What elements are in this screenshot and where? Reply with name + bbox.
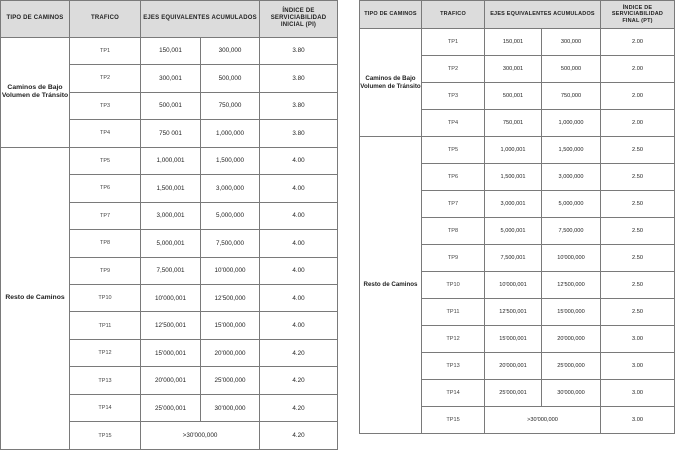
- ejes-desde-cell: 750,001: [485, 110, 542, 137]
- ejes-hasta-cell: 5,000,000: [542, 191, 601, 218]
- indice-cell: 4.20: [260, 367, 338, 394]
- group-cell-bajo-volumen: Caminos de Bajo Volumen de Tránsito: [360, 29, 422, 137]
- ejes-hasta-cell: 300,000: [542, 29, 601, 56]
- ejes-merged-cell: >30'000,000: [485, 407, 601, 434]
- indice-cell: 2.50: [601, 272, 675, 299]
- ejes-hasta-cell: 1,000,000: [542, 110, 601, 137]
- indice-cell: 2.50: [601, 191, 675, 218]
- ejes-desde-cell: 300,001: [141, 65, 201, 92]
- trafico-cell: TP10: [422, 272, 485, 299]
- trafico-cell: TP8: [70, 230, 141, 257]
- ejes-desde-cell: 20'000,001: [141, 367, 201, 394]
- indice-cell: 3.80: [260, 92, 338, 119]
- table-row: [360, 29, 675, 56]
- trafico-cell: TP1: [70, 37, 141, 64]
- trafico-cell: TP7: [70, 202, 141, 229]
- ejes-merged-cell: >30'000,000: [141, 422, 260, 450]
- ejes-hasta-cell: 12'500,000: [201, 285, 260, 312]
- trafico-cell: TP7: [422, 191, 485, 218]
- ejes-hasta-cell: 1,500,000: [201, 147, 260, 174]
- trafico-cell: TP11: [70, 312, 141, 339]
- indice-cell: 3.00: [601, 407, 675, 434]
- serviceability-final-table: [359, 0, 675, 434]
- indice-cell: 3.80: [260, 120, 338, 147]
- header-trafico: TRAFICO: [422, 1, 485, 29]
- ejes-desde-cell: 1,500,001: [485, 164, 542, 191]
- ejes-desde-cell: 150,001: [141, 37, 201, 64]
- indice-cell: 4.20: [260, 394, 338, 421]
- trafico-cell: TP4: [422, 110, 485, 137]
- header-trafico: TRAFICO: [70, 1, 141, 38]
- trafico-cell: TP9: [70, 257, 141, 284]
- indice-cell: 4.00: [260, 202, 338, 229]
- header-indice: ÍNDICE DE SERVICIABILIDAD INICIAL (PI): [260, 1, 338, 38]
- ejes-hasta-cell: 750,000: [201, 92, 260, 119]
- trafico-cell: TP15: [422, 407, 485, 434]
- header-tipo: TIPO DE CAMINOS: [1, 1, 70, 38]
- indice-cell: 2.00: [601, 29, 675, 56]
- indice-cell: 4.00: [260, 230, 338, 257]
- table-body: [360, 1, 675, 434]
- trafico-cell: TP1: [422, 29, 485, 56]
- ejes-hasta-cell: 25'000,000: [542, 353, 601, 380]
- ejes-desde-cell: 15'000,001: [141, 339, 201, 366]
- ejes-desde-cell: 15'000,001: [485, 326, 542, 353]
- ejes-hasta-cell: 500,000: [201, 65, 260, 92]
- ejes-hasta-cell: 7,500,000: [542, 218, 601, 245]
- indice-cell: 3.80: [260, 65, 338, 92]
- ejes-desde-cell: 10'000,001: [485, 272, 542, 299]
- trafico-cell: TP15: [70, 422, 141, 450]
- ejes-desde-cell: 5,000,001: [485, 218, 542, 245]
- indice-cell: 4.20: [260, 422, 338, 450]
- trafico-cell: TP2: [70, 65, 141, 92]
- trafico-cell: TP12: [70, 339, 141, 366]
- ejes-desde-cell: 7,500,001: [141, 257, 201, 284]
- ejes-desde-cell: 25'000,001: [485, 380, 542, 407]
- ejes-hasta-cell: 500,000: [542, 56, 601, 83]
- trafico-cell: TP13: [70, 367, 141, 394]
- indice-cell: 4.00: [260, 285, 338, 312]
- ejes-desde-cell: 25'000,001: [141, 394, 201, 421]
- indice-cell: 2.50: [601, 245, 675, 272]
- indice-cell: 3.00: [601, 380, 675, 407]
- indice-cell: 2.00: [601, 56, 675, 83]
- ejes-hasta-cell: 10'000,000: [201, 257, 260, 284]
- ejes-hasta-cell: 15'000,000: [201, 312, 260, 339]
- indice-cell: 4.00: [260, 257, 338, 284]
- trafico-cell: TP5: [70, 147, 141, 174]
- ejes-desde-cell: 12'500,001: [141, 312, 201, 339]
- table-row: [360, 137, 675, 164]
- ejes-desde-cell: 1,000,001: [485, 137, 542, 164]
- ejes-desde-cell: 1,000,001: [141, 147, 201, 174]
- serviceability-initial-table: [0, 0, 338, 450]
- ejes-hasta-cell: 15'000,000: [542, 299, 601, 326]
- ejes-desde-cell: 500,001: [141, 92, 201, 119]
- ejes-desde-cell: 750 001: [141, 120, 201, 147]
- indice-cell: 4.00: [260, 312, 338, 339]
- group-cell-resto: Resto de Caminos: [1, 147, 70, 449]
- ejes-hasta-cell: 10'000,000: [542, 245, 601, 272]
- trafico-cell: TP14: [422, 380, 485, 407]
- ejes-desde-cell: 300,001: [485, 56, 542, 83]
- indice-cell: 2.00: [601, 83, 675, 110]
- ejes-desde-cell: 150,001: [485, 29, 542, 56]
- indice-cell: 3.00: [601, 326, 675, 353]
- ejes-desde-cell: 3,000,001: [141, 202, 201, 229]
- header-row: [360, 1, 675, 29]
- table-row: [1, 37, 338, 64]
- table-body: [1, 1, 338, 450]
- header-ejes: EJES EQUIVALENTES ACUMULADOS: [485, 1, 601, 29]
- trafico-cell: TP3: [70, 92, 141, 119]
- ejes-hasta-cell: 5,000,000: [201, 202, 260, 229]
- ejes-hasta-cell: 20'000,000: [201, 339, 260, 366]
- indice-cell: 4.00: [260, 147, 338, 174]
- trafico-cell: TP8: [422, 218, 485, 245]
- ejes-hasta-cell: 3,000,000: [201, 175, 260, 202]
- trafico-cell: TP9: [422, 245, 485, 272]
- header-tipo: TIPO DE CAMINOS: [360, 1, 422, 29]
- ejes-hasta-cell: 750,000: [542, 83, 601, 110]
- trafico-cell: TP11: [422, 299, 485, 326]
- ejes-desde-cell: 5,000,001: [141, 230, 201, 257]
- trafico-cell: TP10: [70, 285, 141, 312]
- indice-cell: 2.00: [601, 110, 675, 137]
- header-ejes: EJES EQUIVALENTES ACUMULADOS: [141, 1, 260, 38]
- ejes-desde-cell: 7,500,001: [485, 245, 542, 272]
- ejes-desde-cell: 20'000,001: [485, 353, 542, 380]
- ejes-desde-cell: 12'500,001: [485, 299, 542, 326]
- indice-cell: 2.50: [601, 218, 675, 245]
- trafico-cell: TP14: [70, 394, 141, 421]
- ejes-desde-cell: 500,001: [485, 83, 542, 110]
- trafico-cell: TP6: [70, 175, 141, 202]
- ejes-hasta-cell: 3,000,000: [542, 164, 601, 191]
- ejes-hasta-cell: 12'500,000: [542, 272, 601, 299]
- group-cell-resto: Resto de Caminos: [360, 137, 422, 434]
- group-cell-bajo-volumen: Caminos de Bajo Volumen de Tránsito: [1, 37, 70, 147]
- trafico-cell: TP3: [422, 83, 485, 110]
- ejes-hasta-cell: 300,000: [201, 37, 260, 64]
- ejes-desde-cell: 10'000,001: [141, 285, 201, 312]
- ejes-hasta-cell: 25'000,000: [201, 367, 260, 394]
- ejes-hasta-cell: 1,000,000: [201, 120, 260, 147]
- indice-cell: 2.50: [601, 164, 675, 191]
- ejes-hasta-cell: 20'000,000: [542, 326, 601, 353]
- trafico-cell: TP4: [70, 120, 141, 147]
- trafico-cell: TP2: [422, 56, 485, 83]
- indice-cell: 4.20: [260, 339, 338, 366]
- ejes-hasta-cell: 30'000,000: [201, 394, 260, 421]
- indice-cell: 2.50: [601, 299, 675, 326]
- indice-cell: 4.00: [260, 175, 338, 202]
- ejes-desde-cell: 3,000,001: [485, 191, 542, 218]
- trafico-cell: TP12: [422, 326, 485, 353]
- ejes-hasta-cell: 30'000,000: [542, 380, 601, 407]
- indice-cell: 2.50: [601, 137, 675, 164]
- header-indice: ÍNDICE DE SERVICIABILIDAD FINAL (PT): [601, 1, 675, 29]
- trafico-cell: TP5: [422, 137, 485, 164]
- ejes-hasta-cell: 7,500,000: [201, 230, 260, 257]
- trafico-cell: TP6: [422, 164, 485, 191]
- indice-cell: 3.80: [260, 37, 338, 64]
- ejes-hasta-cell: 1,500,000: [542, 137, 601, 164]
- ejes-desde-cell: 1,500,001: [141, 175, 201, 202]
- indice-cell: 3.00: [601, 353, 675, 380]
- table-row: [1, 147, 338, 174]
- trafico-cell: TP13: [422, 353, 485, 380]
- header-row: [1, 1, 338, 38]
